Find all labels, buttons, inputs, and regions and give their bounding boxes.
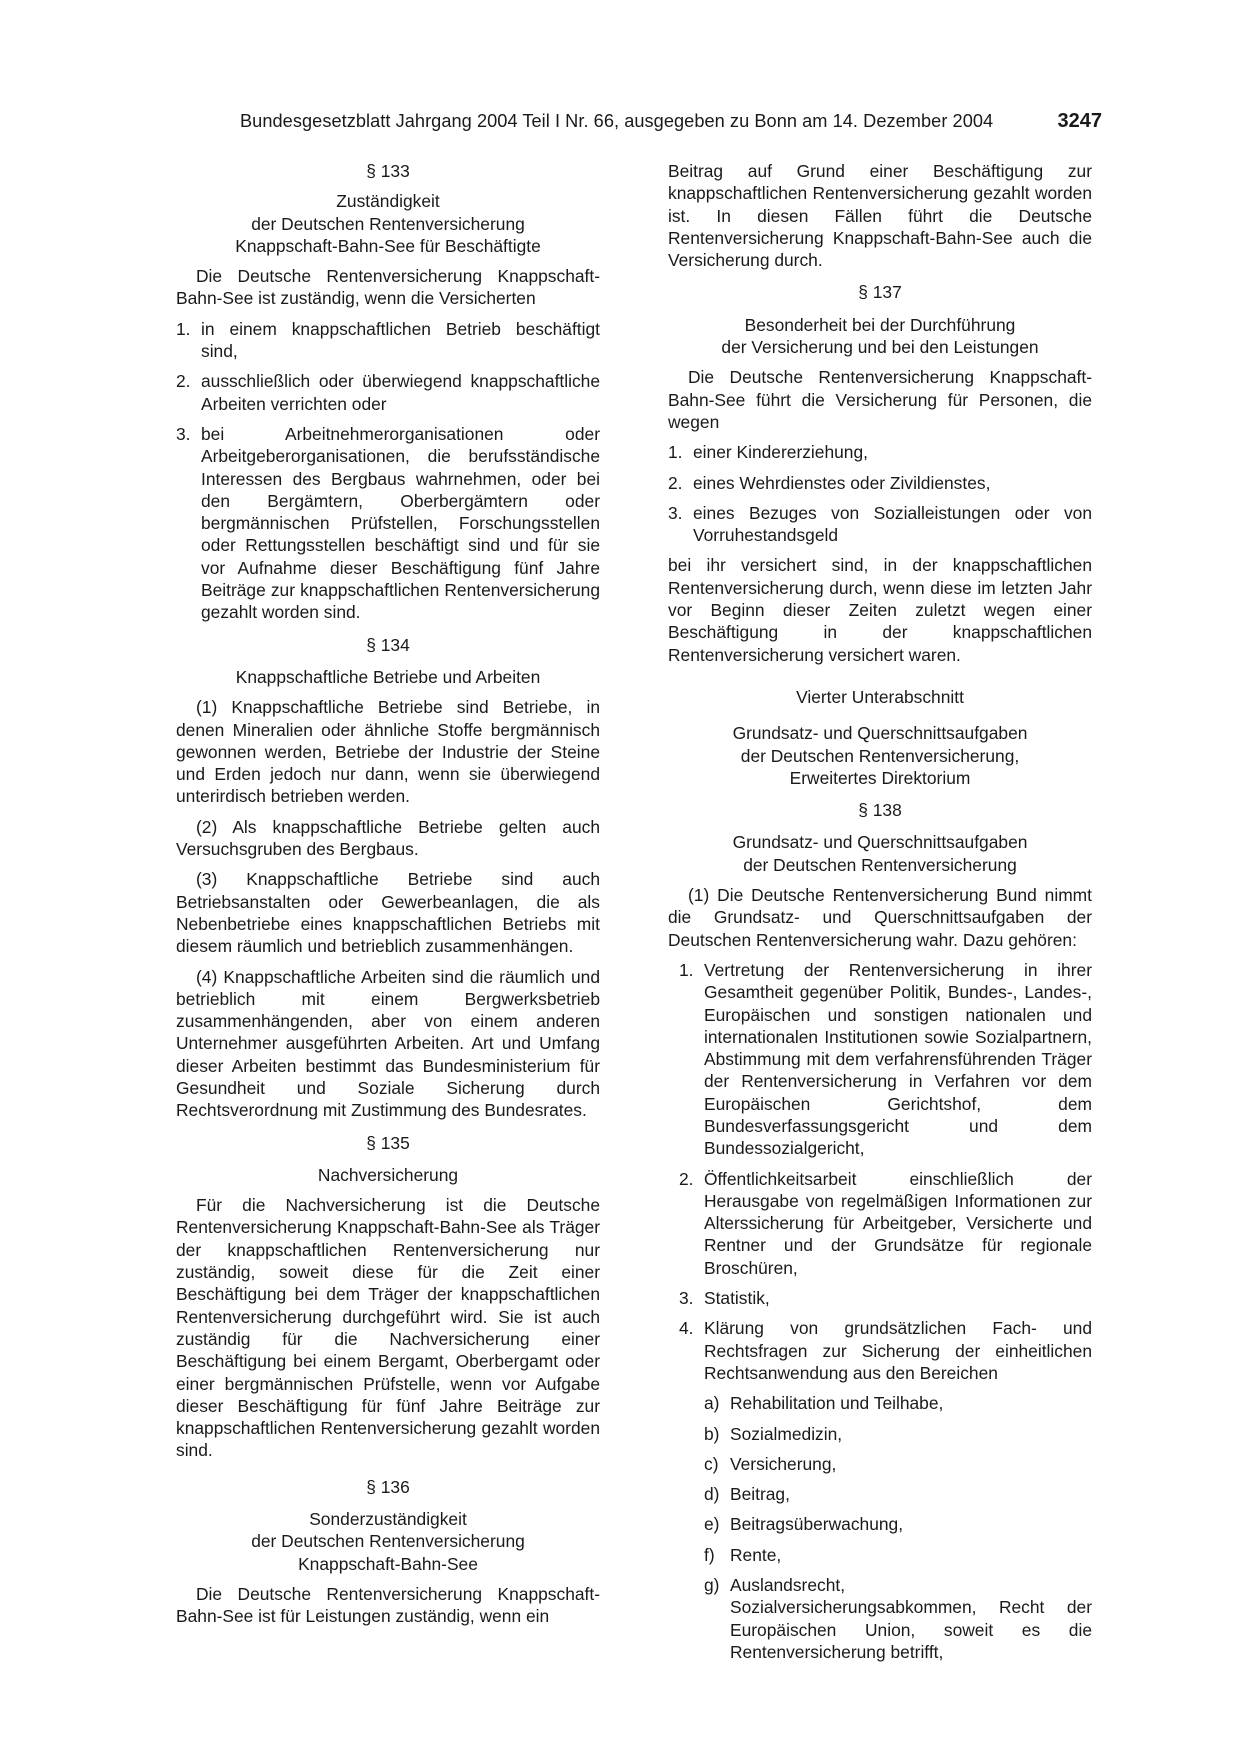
section-number-134: § 134 [366,634,410,655]
list-item-text: eines Bezuges von Sozialleistungen oder von Vorruhestandsgeld [693,502,1092,546]
section-134-para-3: (3) Knappschaftliche Betriebe sind auch Betriebsanstalten oder Gewerbeanlagen, die als Nebenbetriebe eines knappschaftlichen Betriebs mit diesem räumlich und betrieblich zusammenhängen. [176,869,600,957]
page-number: 3247 [1057,110,1102,132]
sublist-item-text: Beitrag, [730,1484,790,1505]
section-number-138: § 138 [858,800,902,821]
list-item-text: bei Arbeitnehmerorganisationen oder Arbeitgeberorganisationen, die berufsständische Interessen des Bergbaus wahrnehmen, oder bei den Bergämtern, Oberbergämtern oder bergmännischen Prüfstellen, Forschungsstellen oder Rettungsstellen beschäftigt sind und für sie vor Aufnahme dieser Beschäftigung fünf Jahre Beiträge zur knappschaftlichen Rentenversicherung gezahlt worden sind. [201,423,600,623]
section-number-136: § 136 [366,1476,410,1497]
section-title-133: Zuständigkeit der Deutschen Rentenversicherung Knappschaft-Bahn-See für Beschäftigte [235,191,541,256]
section-title-138: Grundsatz- und Querschnittsaufgaben der Deutschen Rentenversicherung [732,832,1028,875]
sublist-item-text: Rehabilitation und Teilhabe, [730,1393,944,1414]
list-item [668,441,1092,463]
list-item [176,318,600,363]
list-item [679,1168,1092,1279]
list-item-text: einer Kindererziehung, [693,442,868,463]
page-header [240,110,1102,136]
sublist-item-letter: f) [704,1544,715,1565]
section-title-136: Sonderzuständigkeit der Deutschen Rentenversicherung Knappschaft-Bahn-See [251,1509,525,1574]
list-item [679,1317,1092,1663]
section-number-135: § 135 [366,1132,410,1153]
list-item [679,1287,1092,1309]
list-item-number: 2. [176,371,191,392]
subsection-label: Vierter Unterabschnitt [796,686,964,707]
sublist-item-text: Beitragsüberwachung, [730,1514,904,1535]
sublist-item-text: Sozialmedizin, [730,1423,843,1444]
sublist-item-letter: c) [704,1453,719,1474]
list-item-text: eines Wehrdienstes oder Zivildienstes, [693,472,991,493]
list-item-number: 3. [668,502,683,523]
sublist-item [704,1392,1092,1414]
right-column [668,160,1092,1663]
list-item [176,370,600,415]
sublist-item-text: Auslandsrecht, Sozialversicherungsabkommen, Recht der Europäischen Union, soweit es die Rentenversicherung betrifft, [730,1575,1092,1662]
list-item [668,472,1092,494]
list-item [679,959,1092,1160]
list-item-text: ausschließlich oder überwiegend knappschaftliche Arbeiten verrichten oder [201,371,600,414]
list-item-text: Statistik, [704,1288,770,1309]
section-138-intro: (1) Die Deutsche Rentenversicherung Bund nimmt die Grundsatz- und Querschnittsaufgaben der Deutschen Rentenversicherung wahr. Dazu gehören: [668,885,1092,950]
sublist-item-text: Rente, [730,1544,782,1565]
sublist-item [704,1513,1092,1535]
section-133-list [176,318,600,624]
sublist-item-text: Versicherung, [730,1453,837,1474]
subsection-title: Grundsatz- und Querschnittsaufgaben der Deutschen Rentenversicherung, Erweitertes Direktorium [732,723,1028,788]
section-137-list [668,441,1092,546]
list-item-number: 4. [679,1318,694,1339]
section-number-133: § 133 [366,161,410,181]
sublist-item [704,1453,1092,1475]
section-136-continuation: Beitrag auf Grund einer Beschäftigung zur knappschaftlichen Rentenversicherung gezahlt worden ist. In diesen Fällen führt die Deutsche Rentenversicherung Knappschaft-Bahn-See auch die Versicherung durch. [668,161,1092,271]
list-item-number: 1. [668,442,683,463]
list-item-number: 1. [679,959,694,980]
left-column [176,160,600,1628]
list-item [668,502,1092,547]
section-number-137: § 137 [858,282,902,303]
list-item [176,423,600,624]
list-item-text: Vertretung der Rentenversicherung in ihrer Gesamtheit gegenüber Politik, Bundes-, Landes-, Europäischen und sonstigen nationalen und internationalen Institutionen sowie Sozialpartnern, Abstimmung mit dem verfahrensführenden Träger der Rentenversicherung in Verfahren vor dem Europäischen Gerichtshof, dem Bundesverfassungsgericht und dem Bundessozialgericht, [704,959,1092,1159]
list-item-number: 2. [668,472,683,493]
section-138-list [668,959,1092,1663]
section-134-para-1: (1) Knappschaftliche Betriebe sind Betriebe, in denen Mineralien oder ähnliche Stoffe bergmännisch gewonnen werden, Betriebe der Industrie der Steine und Erden jedoch nur dann, wenn sie überwiegend unterirdisch betrieben werden. [176,697,600,807]
section-135-para: Für die Nachversicherung ist die Deutsche Rentenversicherung Knappschaft-Bahn-See als Träger der knappschaftlichen Rentenversicherung nur zuständig, soweit diese für die Zeit einer Beschäftigung bei dem Träger der knappschaftlichen Rentenversicherung durchgeführt wird. Sie ist auch zuständig für die Nachversicherung einer Beschäftigung bei einem Bergamt, Oberbergamt oder einer bergmännischen Prüfstelle, wenn vor Aufgabe dieser Beschäftigung für fünf Jahre Beiträge zur knappschaftlichen Rentenversicherung gezahlt worden sind. [176,1195,600,1461]
section-title-134: Knappschaftliche Betriebe und Arbeiten [235,666,541,687]
running-title: Bundesgesetzblatt Jahrgang 2004 Teil I Nr. 66, ausgegeben zu Bonn am 14. Dezember 2004 [240,111,994,131]
sublist-item [704,1483,1092,1505]
list-item-number: 3. [176,423,191,444]
section-title-137: Besonderheit bei der Durchführung der Versicherung und bei den Leistungen [721,314,1039,358]
sublist-item-letter: d) [704,1484,720,1505]
sublist-item-letter: a) [704,1393,720,1414]
section-133-intro: Die Deutsche Rentenversicherung Knappschaft-Bahn-See ist zuständig, wenn die Versicherten [176,266,600,309]
list-item-text: in einem knappschaftlichen Betrieb beschäftigt sind, [201,318,600,362]
sublist-item [704,1574,1092,1663]
list-item-text: Klärung von grundsätzlichen Fach- und Rechtsfragen zur Sicherung der einheitlichen Rechtsanwendung aus den Bereichen [704,1318,1092,1383]
list-item-number: 1. [176,318,191,339]
section-title-135: Nachversicherung [317,1164,459,1185]
section-136-para: Die Deutsche Rentenversicherung Knappschaft-Bahn-See ist für Leistungen zuständig, wenn ein [176,1583,600,1627]
sublist-item-letter: e) [704,1514,720,1535]
section-137-outro: bei ihr versichert sind, in der knappschaftlichen Rentenversicherung durch, wenn diese im letzten Jahr vor Beginn dieser Zeiten zuletzt wegen einer Beschäftigung in der knappschaftlichen Rentenversicherung versichert waren. [668,555,1092,665]
sublist-item [704,1544,1092,1566]
list-item-number: 3. [679,1288,694,1309]
sublist-item-letter: b) [704,1423,720,1444]
sublist-item-letter: g) [704,1575,720,1596]
section-134-para-2: (2) Als knappschaftliche Betriebe gelten auch Versuchsgruben des Bergbaus. [176,816,600,860]
list-item-text: Öffentlichkeitsarbeit einschließlich der Herausgabe von regelmäßigen Informationen zur Alterssicherung für Arbeitgeber, Versicherte und Rentner und der Grundsätze für regionale Broschüren, [704,1168,1092,1278]
section-134-para-4: (4) Knappschaftliche Arbeiten sind die räumlich und betrieblich mit einem Bergwerksbetrieb zusammenhängenden, aber von einem anderen Unternehmer ausgeführten Arbeiten. Art und Umfang dieser Arbeiten bestimmt das Bundesministerium für Gesundheit und Soziale Sicherung durch Rechtsverordnung mit Zustimmung des Bundesrates. [176,966,600,1121]
section-137-intro: Die Deutsche Rentenversicherung Knappschaft-Bahn-See führt die Versicherung für Personen, die wegen [668,367,1092,432]
sublist-item [704,1423,1092,1445]
list-item-number: 2. [679,1168,694,1189]
section-138-sublist [704,1392,1092,1663]
